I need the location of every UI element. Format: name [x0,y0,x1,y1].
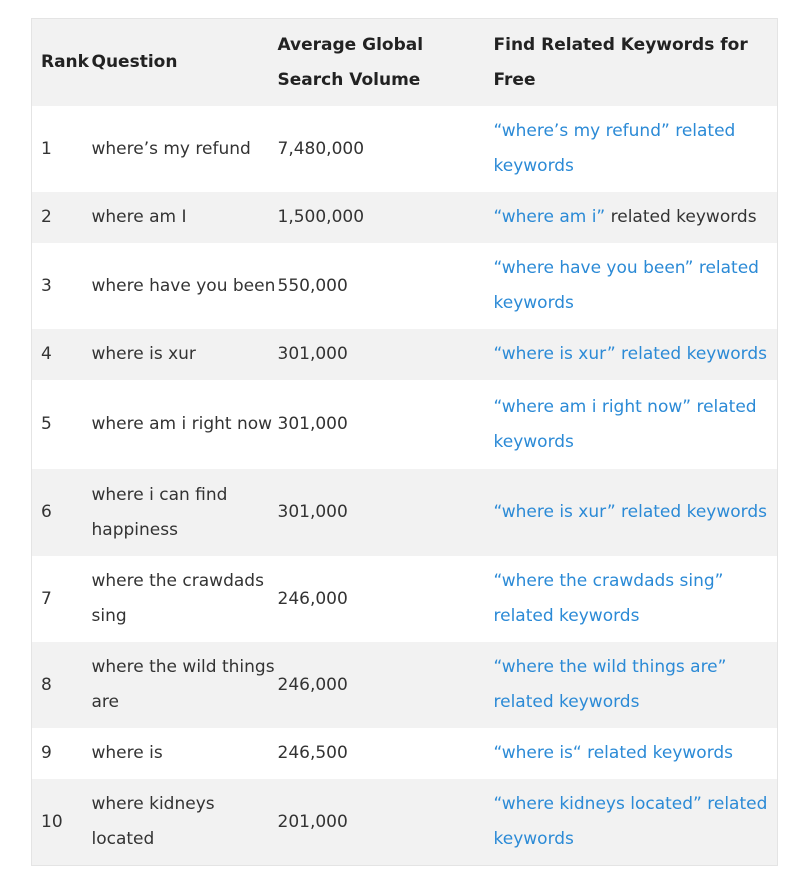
question-cell: where is xur [92,329,278,380]
related-cell [494,380,778,469]
related-suffix: related keywords [605,207,757,227]
table-row [32,556,778,642]
table-row [32,106,778,192]
question-cell: where is [92,728,278,779]
keyword-table-container [31,18,777,866]
header-question: Question [92,19,278,107]
rank-cell: 2 [32,192,92,243]
question-cell: where the wild things are [92,642,278,728]
keyword-table [31,18,778,866]
related-keywords-link[interactable]: “where is“ related keywords [493,743,734,763]
volume-cell: 246,000 [278,556,494,642]
related-keywords-link[interactable]: “where am i right now” related keywords [493,396,757,452]
related-keywords-link[interactable]: “where is xur” related keywords [493,502,767,522]
question-cell: where have you been [92,243,278,329]
table-row [32,380,778,469]
volume-cell: 7,480,000 [278,106,494,192]
related-cell [494,329,778,380]
related-keywords-link[interactable]: “where the crawdads sing” related keywords [493,571,724,626]
rank-cell: 3 [32,243,92,329]
related-cell [494,106,778,192]
question-cell: where am i right now [92,380,278,469]
rank-cell: 7 [32,556,92,642]
table-row [32,192,778,243]
question-cell: where the crawdads sing [92,556,278,642]
rank-cell: 1 [32,106,92,192]
related-cell [494,469,778,556]
table-row [32,243,778,329]
question-cell: where’s my refund [92,106,278,192]
volume-cell: 301,000 [278,380,494,469]
header-related: Find Related Keywords for Free [494,19,778,107]
question-cell: where kidneys located [92,779,278,866]
volume-cell: 301,000 [278,329,494,380]
header-rank: Rank [32,19,92,107]
table-row [32,779,778,866]
volume-cell: 246,000 [278,642,494,728]
rank-cell: 9 [32,728,92,779]
related-keywords-link[interactable]: “where’s my refund” related keywords [493,121,736,176]
question-cell: where am I [92,192,278,243]
related-keywords-link[interactable]: “where have you been” related keywords [493,258,759,313]
header-volume: Average Global Search Volume [278,19,494,107]
related-keywords-link[interactable]: “where kidneys located” related keywords [493,794,768,849]
table-row [32,469,778,556]
related-keywords-link[interactable]: “where is xur” related keywords [493,344,767,364]
rank-cell: 4 [32,329,92,380]
table-row [32,642,778,728]
related-cell [494,642,778,728]
rank-cell: 6 [32,469,92,556]
rank-cell: 5 [32,380,92,469]
related-cell [494,243,778,329]
related-keywords-link[interactable]: “where the wild things are” related keywords [493,657,727,712]
table-row [32,728,778,779]
related-cell [494,192,778,243]
question-cell: where i can find happiness [92,469,278,556]
table-row [32,329,778,380]
rank-cell: 10 [32,779,92,866]
volume-cell: 550,000 [278,243,494,329]
related-cell [494,556,778,642]
volume-cell: 246,500 [278,728,494,779]
volume-cell: 201,000 [278,779,494,866]
related-keywords-link[interactable]: “where am i” [493,207,606,227]
rank-cell: 8 [32,642,92,728]
volume-cell: 1,500,000 [278,192,494,243]
related-cell [494,728,778,779]
related-cell [494,779,778,866]
volume-cell: 301,000 [278,469,494,556]
table-header-row [32,19,778,107]
